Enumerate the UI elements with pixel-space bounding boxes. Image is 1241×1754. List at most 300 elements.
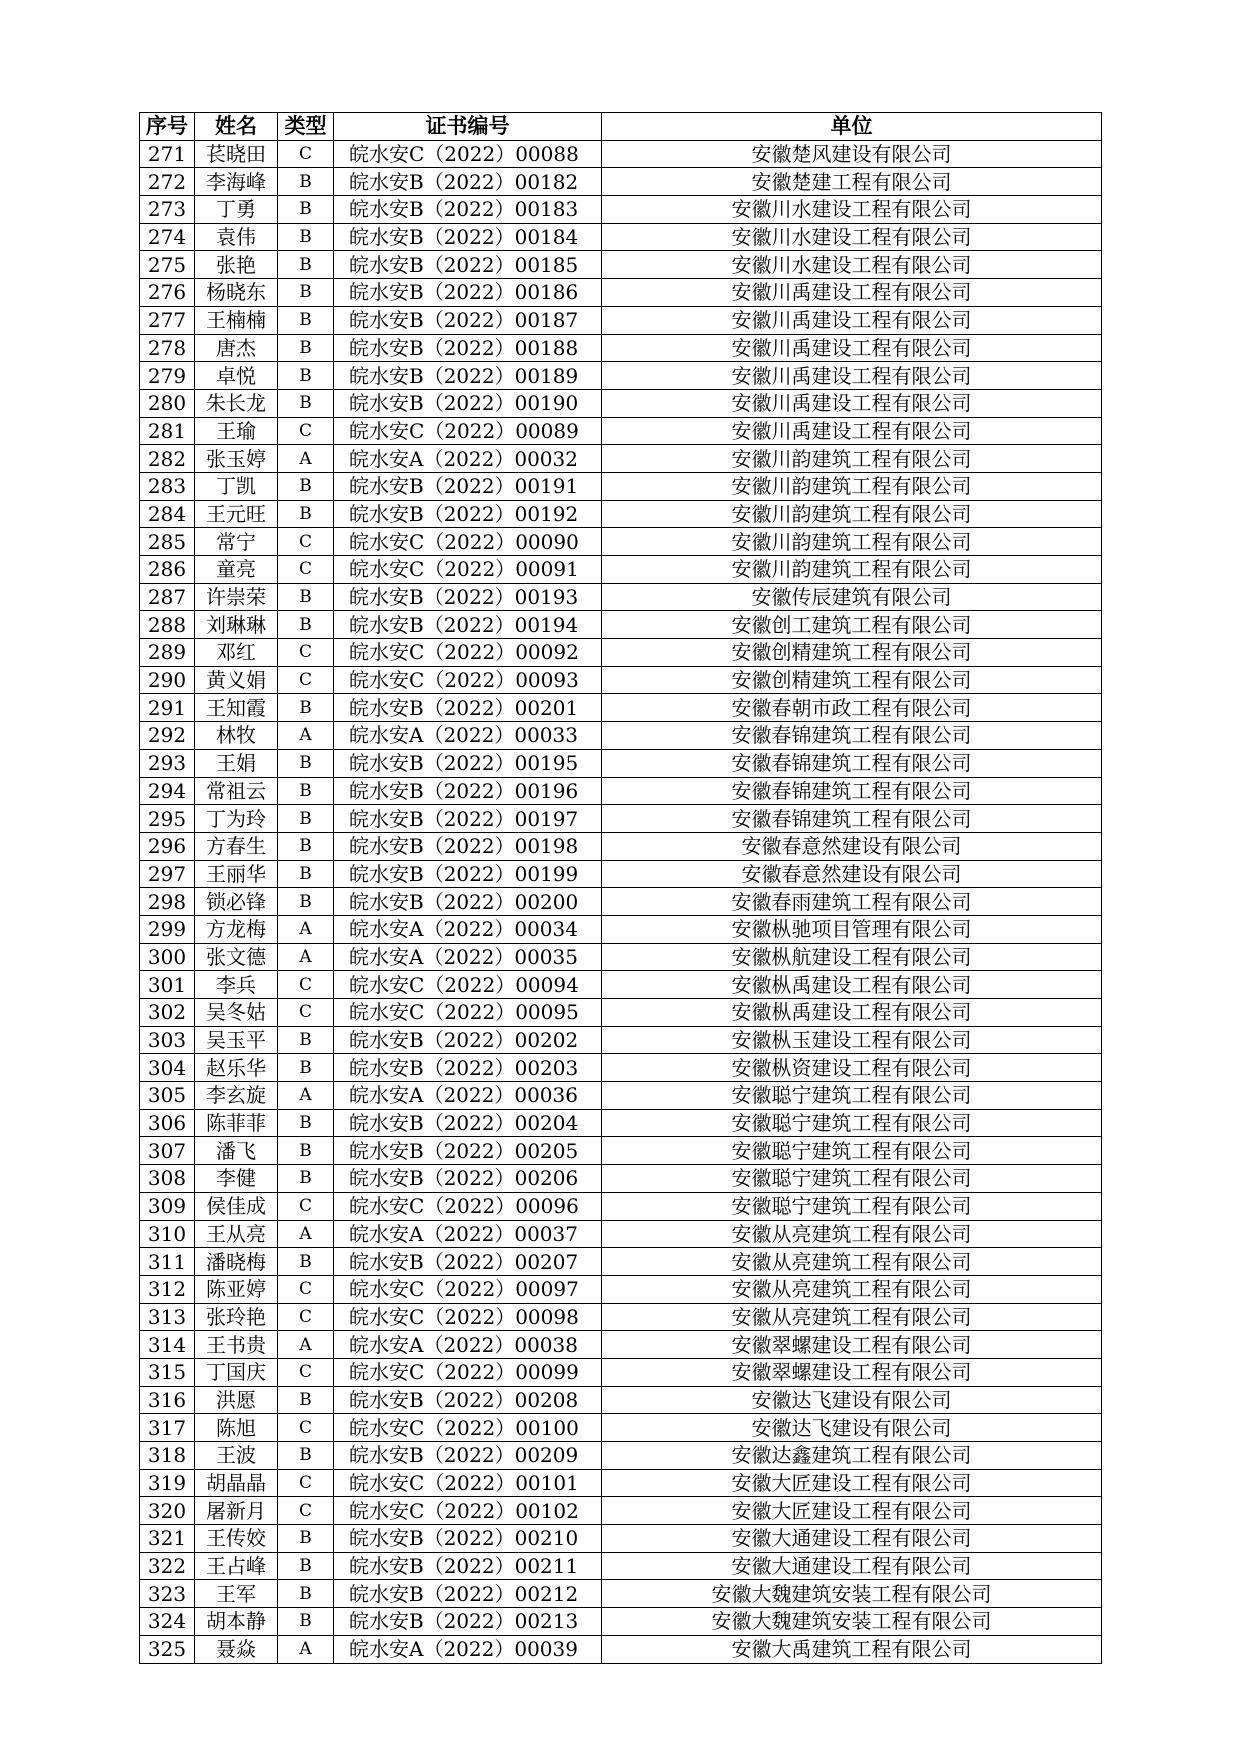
certificate-number-cell: 皖水安C（2022）00090: [334, 528, 602, 556]
name-cell: 王传姣: [195, 1525, 278, 1553]
unit-cell: 安徽创工建筑工程有限公司: [602, 611, 1102, 639]
unit-cell: 安徽创精建筑工程有限公司: [602, 639, 1102, 667]
certificate-number-cell: 皖水安B（2022）00200: [334, 888, 602, 916]
serial-number-cell: 272: [140, 168, 195, 196]
type-cell: B: [278, 860, 334, 888]
table-row: [140, 1137, 1102, 1165]
serial-number-cell: 286: [140, 556, 195, 584]
table-row: [140, 749, 1102, 777]
type-cell: C: [278, 140, 334, 168]
unit-cell: 安徽聪宁建筑工程有限公司: [602, 1165, 1102, 1193]
certificate-number-cell: 皖水安B（2022）00211: [334, 1552, 602, 1580]
serial-number-cell: 322: [140, 1552, 195, 1580]
name-cell: 胡晶晶: [195, 1469, 278, 1497]
name-cell: 林牧: [195, 722, 278, 750]
name-cell: 陈菲菲: [195, 1109, 278, 1137]
name-cell: 王元旺: [195, 500, 278, 528]
name-cell: 屠新月: [195, 1497, 278, 1525]
table-row: [140, 279, 1102, 307]
name-cell: 丁为玲: [195, 805, 278, 833]
type-cell: C: [278, 528, 334, 556]
unit-cell: 安徽枞资建设工程有限公司: [602, 1054, 1102, 1082]
unit-cell: 安徽川韵建筑工程有限公司: [602, 445, 1102, 473]
type-cell: B: [278, 1109, 334, 1137]
name-cell: 张玲艳: [195, 1303, 278, 1331]
serial-number-cell: 273: [140, 196, 195, 224]
serial-number-cell: 309: [140, 1192, 195, 1220]
serial-number-cell: 299: [140, 915, 195, 943]
name-cell: 杨晓东: [195, 279, 278, 307]
type-cell: B: [278, 1580, 334, 1608]
name-cell: 邓红: [195, 639, 278, 667]
type-cell: B: [278, 749, 334, 777]
certificate-number-cell: 皖水安A（2022）00034: [334, 915, 602, 943]
name-cell: 李海峰: [195, 168, 278, 196]
unit-cell: 安徽川禹建设工程有限公司: [602, 362, 1102, 390]
type-cell: B: [278, 1608, 334, 1636]
table-row: [140, 1608, 1102, 1636]
certificate-number-cell: 皖水安B（2022）00201: [334, 694, 602, 722]
name-cell: 张文德: [195, 943, 278, 971]
type-cell: B: [278, 223, 334, 251]
serial-number-cell: 279: [140, 362, 195, 390]
type-cell: C: [278, 1275, 334, 1303]
name-cell: 黄义娟: [195, 666, 278, 694]
type-cell: B: [278, 805, 334, 833]
serial-number-cell: 304: [140, 1054, 195, 1082]
table-row: [140, 583, 1102, 611]
name-cell: 赵乐华: [195, 1054, 278, 1082]
unit-cell: 安徽枞玉建设工程有限公司: [602, 1026, 1102, 1054]
certificate-number-cell: 皖水安C（2022）00089: [334, 417, 602, 445]
name-cell: 王占峰: [195, 1552, 278, 1580]
table-row: [140, 1275, 1102, 1303]
serial-number-cell: 276: [140, 279, 195, 307]
table-row: [140, 556, 1102, 584]
certificate-number-cell: 皖水安B（2022）00204: [334, 1109, 602, 1137]
name-cell: 刘琳琳: [195, 611, 278, 639]
certificate-number-cell: 皖水安C（2022）00093: [334, 666, 602, 694]
type-cell: B: [278, 472, 334, 500]
name-cell: 李健: [195, 1165, 278, 1193]
table-row: [140, 915, 1102, 943]
name-cell: 潘飞: [195, 1137, 278, 1165]
serial-number-cell: 289: [140, 639, 195, 667]
type-cell: B: [278, 168, 334, 196]
table-row: [140, 1054, 1102, 1082]
certificate-number-cell: 皖水安B（2022）00202: [334, 1026, 602, 1054]
name-cell: 王书贵: [195, 1331, 278, 1359]
unit-cell: 安徽达飞建设有限公司: [602, 1386, 1102, 1414]
serial-number-cell: 302: [140, 999, 195, 1027]
certificate-number-cell: 皖水安B（2022）00198: [334, 832, 602, 860]
name-cell: 苌晓田: [195, 140, 278, 168]
certificate-number-cell: 皖水安B（2022）00195: [334, 749, 602, 777]
serial-number-cell: 303: [140, 1026, 195, 1054]
certificate-number-cell: 皖水安B（2022）00199: [334, 860, 602, 888]
serial-number-cell: 275: [140, 251, 195, 279]
certificate-number-cell: 皖水安C（2022）00097: [334, 1275, 602, 1303]
certificate-number-cell: 皖水安A（2022）00037: [334, 1220, 602, 1248]
name-cell: 丁国庆: [195, 1358, 278, 1386]
table-row: [140, 1331, 1102, 1359]
unit-cell: 安徽从亮建筑工程有限公司: [602, 1220, 1102, 1248]
header-certificate-number: 证书编号: [334, 113, 602, 141]
type-cell: C: [278, 1358, 334, 1386]
type-cell: C: [278, 639, 334, 667]
name-cell: 卓悦: [195, 362, 278, 390]
serial-number-cell: 311: [140, 1248, 195, 1276]
table-row: [140, 1497, 1102, 1525]
certificate-number-cell: 皖水安B（2022）00203: [334, 1054, 602, 1082]
serial-number-cell: 280: [140, 389, 195, 417]
unit-cell: 安徽川水建设工程有限公司: [602, 223, 1102, 251]
name-cell: 丁勇: [195, 196, 278, 224]
unit-cell: 安徽传辰建筑有限公司: [602, 583, 1102, 611]
serial-number-cell: 297: [140, 860, 195, 888]
unit-cell: 安徽大匠建设工程有限公司: [602, 1469, 1102, 1497]
unit-cell: 安徽川韵建筑工程有限公司: [602, 500, 1102, 528]
name-cell: 王知霞: [195, 694, 278, 722]
certificate-number-cell: 皖水安B（2022）00192: [334, 500, 602, 528]
name-cell: 锁必锋: [195, 888, 278, 916]
table-row: [140, 417, 1102, 445]
table-row: [140, 722, 1102, 750]
certificate-number-cell: 皖水安B（2022）00186: [334, 279, 602, 307]
type-cell: C: [278, 1469, 334, 1497]
serial-number-cell: 312: [140, 1275, 195, 1303]
table-row: [140, 1165, 1102, 1193]
table-row: [140, 1525, 1102, 1553]
name-cell: 聂焱: [195, 1635, 278, 1663]
serial-number-cell: 313: [140, 1303, 195, 1331]
unit-cell: 安徽川禹建设工程有限公司: [602, 279, 1102, 307]
unit-cell: 安徽川水建设工程有限公司: [602, 251, 1102, 279]
table-row: [140, 860, 1102, 888]
table-row: [140, 500, 1102, 528]
name-cell: 张玉婷: [195, 445, 278, 473]
table-row: [140, 666, 1102, 694]
header-serial-number: 序号: [140, 113, 195, 141]
type-cell: C: [278, 1303, 334, 1331]
certificate-number-cell: 皖水安C（2022）00101: [334, 1469, 602, 1497]
table-row: [140, 140, 1102, 168]
certificate-number-cell: 皖水安C（2022）00099: [334, 1358, 602, 1386]
type-cell: B: [278, 251, 334, 279]
name-cell: 陈旭: [195, 1414, 278, 1442]
certificate-number-cell: 皖水安B（2022）00194: [334, 611, 602, 639]
name-cell: 唐杰: [195, 334, 278, 362]
serial-number-cell: 282: [140, 445, 195, 473]
name-cell: 方春生: [195, 832, 278, 860]
name-cell: 潘晓梅: [195, 1248, 278, 1276]
certificate-number-cell: 皖水安B（2022）00185: [334, 251, 602, 279]
serial-number-cell: 310: [140, 1220, 195, 1248]
certificate-number-cell: 皖水安A（2022）00038: [334, 1331, 602, 1359]
type-cell: B: [278, 1525, 334, 1553]
unit-cell: 安徽川韵建筑工程有限公司: [602, 528, 1102, 556]
unit-cell: 安徽枞禹建设工程有限公司: [602, 999, 1102, 1027]
unit-cell: 安徽达飞建设有限公司: [602, 1414, 1102, 1442]
name-cell: 常宁: [195, 528, 278, 556]
unit-cell: 安徽枞禹建设工程有限公司: [602, 971, 1102, 999]
table-row: [140, 832, 1102, 860]
certificate-number-cell: 皖水安B（2022）00206: [334, 1165, 602, 1193]
table-row: [140, 1580, 1102, 1608]
header-type: 类型: [278, 113, 334, 141]
serial-number-cell: 321: [140, 1525, 195, 1553]
unit-cell: 安徽枞航建设工程有限公司: [602, 943, 1102, 971]
table-row: [140, 805, 1102, 833]
table-row: [140, 1635, 1102, 1663]
serial-number-cell: 305: [140, 1082, 195, 1110]
table-row: [140, 1303, 1102, 1331]
certificate-number-cell: 皖水安B（2022）00205: [334, 1137, 602, 1165]
name-cell: 朱长龙: [195, 389, 278, 417]
table-row: [140, 1026, 1102, 1054]
name-cell: 王军: [195, 1580, 278, 1608]
serial-number-cell: 300: [140, 943, 195, 971]
unit-cell: 安徽春意然建设有限公司: [602, 860, 1102, 888]
serial-number-cell: 285: [140, 528, 195, 556]
certificate-number-cell: 皖水安B（2022）00193: [334, 583, 602, 611]
table-row: [140, 1109, 1102, 1137]
table-row: [140, 1192, 1102, 1220]
certificate-number-cell: 皖水安B（2022）00197: [334, 805, 602, 833]
certificate-number-cell: 皖水安B（2022）00187: [334, 306, 602, 334]
unit-cell: 安徽大禹建筑工程有限公司: [602, 1635, 1102, 1663]
serial-number-cell: 298: [140, 888, 195, 916]
unit-cell: 安徽大通建设工程有限公司: [602, 1525, 1102, 1553]
unit-cell: 安徽川禹建设工程有限公司: [602, 389, 1102, 417]
unit-cell: 安徽翠螺建设工程有限公司: [602, 1358, 1102, 1386]
certificate-number-cell: 皖水安B（2022）00210: [334, 1525, 602, 1553]
table-row: [140, 168, 1102, 196]
type-cell: B: [278, 694, 334, 722]
table-row: [140, 971, 1102, 999]
serial-number-cell: 278: [140, 334, 195, 362]
serial-number-cell: 319: [140, 1469, 195, 1497]
certificate-number-cell: 皖水安C（2022）00100: [334, 1414, 602, 1442]
name-cell: 方龙梅: [195, 915, 278, 943]
unit-cell: 安徽春雨建筑工程有限公司: [602, 888, 1102, 916]
table-row: [140, 888, 1102, 916]
certificate-number-cell: 皖水安B（2022）00184: [334, 223, 602, 251]
name-cell: 李玄旋: [195, 1082, 278, 1110]
type-cell: B: [278, 389, 334, 417]
type-cell: B: [278, 334, 334, 362]
unit-cell: 安徽从亮建筑工程有限公司: [602, 1303, 1102, 1331]
certificate-number-cell: 皖水安C（2022）00096: [334, 1192, 602, 1220]
header-name: 姓名: [195, 113, 278, 141]
unit-cell: 安徽川禹建设工程有限公司: [602, 306, 1102, 334]
type-cell: A: [278, 1635, 334, 1663]
certificate-number-cell: 皖水安A（2022）00032: [334, 445, 602, 473]
name-cell: 王波: [195, 1442, 278, 1470]
certificate-table: [139, 112, 1102, 1664]
certificate-number-cell: 皖水安C（2022）00098: [334, 1303, 602, 1331]
type-cell: A: [278, 915, 334, 943]
unit-cell: 安徽翠螺建设工程有限公司: [602, 1331, 1102, 1359]
unit-cell: 安徽楚建工程有限公司: [602, 168, 1102, 196]
table-row: [140, 306, 1102, 334]
serial-number-cell: 291: [140, 694, 195, 722]
certificate-number-cell: 皖水安B（2022）00189: [334, 362, 602, 390]
type-cell: B: [278, 1165, 334, 1193]
certificate-number-cell: 皖水安A（2022）00039: [334, 1635, 602, 1663]
header-row: [140, 113, 1102, 141]
table-row: [140, 639, 1102, 667]
serial-number-cell: 296: [140, 832, 195, 860]
name-cell: 许崇荣: [195, 583, 278, 611]
type-cell: C: [278, 1497, 334, 1525]
serial-number-cell: 287: [140, 583, 195, 611]
unit-cell: 安徽楚风建设有限公司: [602, 140, 1102, 168]
type-cell: B: [278, 279, 334, 307]
serial-number-cell: 293: [140, 749, 195, 777]
name-cell: 侯佳成: [195, 1192, 278, 1220]
type-cell: B: [278, 1137, 334, 1165]
type-cell: C: [278, 1414, 334, 1442]
serial-number-cell: 271: [140, 140, 195, 168]
serial-number-cell: 307: [140, 1137, 195, 1165]
certificate-number-cell: 皖水安B（2022）00191: [334, 472, 602, 500]
unit-cell: 安徽大通建设工程有限公司: [602, 1552, 1102, 1580]
certificate-number-cell: 皖水安C（2022）00092: [334, 639, 602, 667]
serial-number-cell: 283: [140, 472, 195, 500]
type-cell: B: [278, 583, 334, 611]
unit-cell: 安徽大匠建设工程有限公司: [602, 1497, 1102, 1525]
serial-number-cell: 320: [140, 1497, 195, 1525]
table-row: [140, 999, 1102, 1027]
type-cell: B: [278, 362, 334, 390]
serial-number-cell: 295: [140, 805, 195, 833]
type-cell: A: [278, 1082, 334, 1110]
type-cell: A: [278, 722, 334, 750]
unit-cell: 安徽川禹建设工程有限公司: [602, 334, 1102, 362]
type-cell: A: [278, 1220, 334, 1248]
type-cell: B: [278, 1386, 334, 1414]
unit-cell: 安徽川韵建筑工程有限公司: [602, 472, 1102, 500]
type-cell: B: [278, 1552, 334, 1580]
name-cell: 陈亚婷: [195, 1275, 278, 1303]
serial-number-cell: 315: [140, 1358, 195, 1386]
name-cell: 胡本静: [195, 1608, 278, 1636]
name-cell: 丁凯: [195, 472, 278, 500]
certificate-number-cell: 皖水安B（2022）00183: [334, 196, 602, 224]
unit-cell: 安徽春意然建设有限公司: [602, 832, 1102, 860]
name-cell: 张艳: [195, 251, 278, 279]
certificate-number-cell: 皖水安B（2022）00209: [334, 1442, 602, 1470]
table-row: [140, 528, 1102, 556]
table-row: [140, 777, 1102, 805]
table-row: [140, 1248, 1102, 1276]
type-cell: B: [278, 1026, 334, 1054]
type-cell: C: [278, 666, 334, 694]
unit-cell: 安徽川禹建设工程有限公司: [602, 417, 1102, 445]
serial-number-cell: 318: [140, 1442, 195, 1470]
certificate-number-cell: 皖水安C（2022）00102: [334, 1497, 602, 1525]
serial-number-cell: 288: [140, 611, 195, 639]
table-row: [140, 943, 1102, 971]
serial-number-cell: 284: [140, 500, 195, 528]
unit-cell: 安徽大魏建筑安装工程有限公司: [602, 1580, 1102, 1608]
table-row: [140, 472, 1102, 500]
serial-number-cell: 317: [140, 1414, 195, 1442]
name-cell: 常祖云: [195, 777, 278, 805]
unit-cell: 安徽创精建筑工程有限公司: [602, 666, 1102, 694]
certificate-number-cell: 皖水安C（2022）00088: [334, 140, 602, 168]
unit-cell: 安徽聪宁建筑工程有限公司: [602, 1137, 1102, 1165]
type-cell: B: [278, 888, 334, 916]
certificate-number-cell: 皖水安A（2022）00036: [334, 1082, 602, 1110]
unit-cell: 安徽春锦建筑工程有限公司: [602, 805, 1102, 833]
name-cell: 王瑜: [195, 417, 278, 445]
name-cell: 王从亮: [195, 1220, 278, 1248]
table-row: [140, 1414, 1102, 1442]
serial-number-cell: 301: [140, 971, 195, 999]
table-row: [140, 611, 1102, 639]
unit-cell: 安徽春锦建筑工程有限公司: [602, 749, 1102, 777]
certificate-number-cell: 皖水安B（2022）00212: [334, 1580, 602, 1608]
serial-number-cell: 308: [140, 1165, 195, 1193]
table-row: [140, 362, 1102, 390]
unit-cell: 安徽聪宁建筑工程有限公司: [602, 1192, 1102, 1220]
name-cell: 洪愿: [195, 1386, 278, 1414]
certificate-number-cell: 皖水安B（2022）00182: [334, 168, 602, 196]
unit-cell: 安徽川韵建筑工程有限公司: [602, 556, 1102, 584]
type-cell: B: [278, 611, 334, 639]
table-row: [140, 389, 1102, 417]
name-cell: 童亮: [195, 556, 278, 584]
serial-number-cell: 274: [140, 223, 195, 251]
name-cell: 李兵: [195, 971, 278, 999]
unit-cell: 安徽川水建设工程有限公司: [602, 196, 1102, 224]
table-row: [140, 1220, 1102, 1248]
name-cell: 吴玉平: [195, 1026, 278, 1054]
serial-number-cell: 290: [140, 666, 195, 694]
unit-cell: 安徽从亮建筑工程有限公司: [602, 1275, 1102, 1303]
type-cell: C: [278, 999, 334, 1027]
type-cell: C: [278, 1192, 334, 1220]
name-cell: 王丽华: [195, 860, 278, 888]
type-cell: B: [278, 196, 334, 224]
header-unit: 单位: [602, 113, 1102, 141]
table-row: [140, 196, 1102, 224]
certificate-number-cell: 皖水安A（2022）00033: [334, 722, 602, 750]
certificate-number-cell: 皖水安A（2022）00035: [334, 943, 602, 971]
type-cell: A: [278, 1331, 334, 1359]
unit-cell: 安徽枞驰项目管理有限公司: [602, 915, 1102, 943]
serial-number-cell: 323: [140, 1580, 195, 1608]
serial-number-cell: 314: [140, 1331, 195, 1359]
name-cell: 吴冬姑: [195, 999, 278, 1027]
table-row: [140, 694, 1102, 722]
serial-number-cell: 324: [140, 1608, 195, 1636]
unit-cell: 安徽达鑫建筑工程有限公司: [602, 1442, 1102, 1470]
table-row: [140, 1082, 1102, 1110]
unit-cell: 安徽春锦建筑工程有限公司: [602, 777, 1102, 805]
serial-number-cell: 292: [140, 722, 195, 750]
type-cell: A: [278, 445, 334, 473]
table-row: [140, 1442, 1102, 1470]
type-cell: B: [278, 1248, 334, 1276]
serial-number-cell: 281: [140, 417, 195, 445]
unit-cell: 安徽聪宁建筑工程有限公司: [602, 1082, 1102, 1110]
table-row: [140, 1386, 1102, 1414]
certificate-number-cell: 皖水安B（2022）00207: [334, 1248, 602, 1276]
serial-number-cell: 325: [140, 1635, 195, 1663]
